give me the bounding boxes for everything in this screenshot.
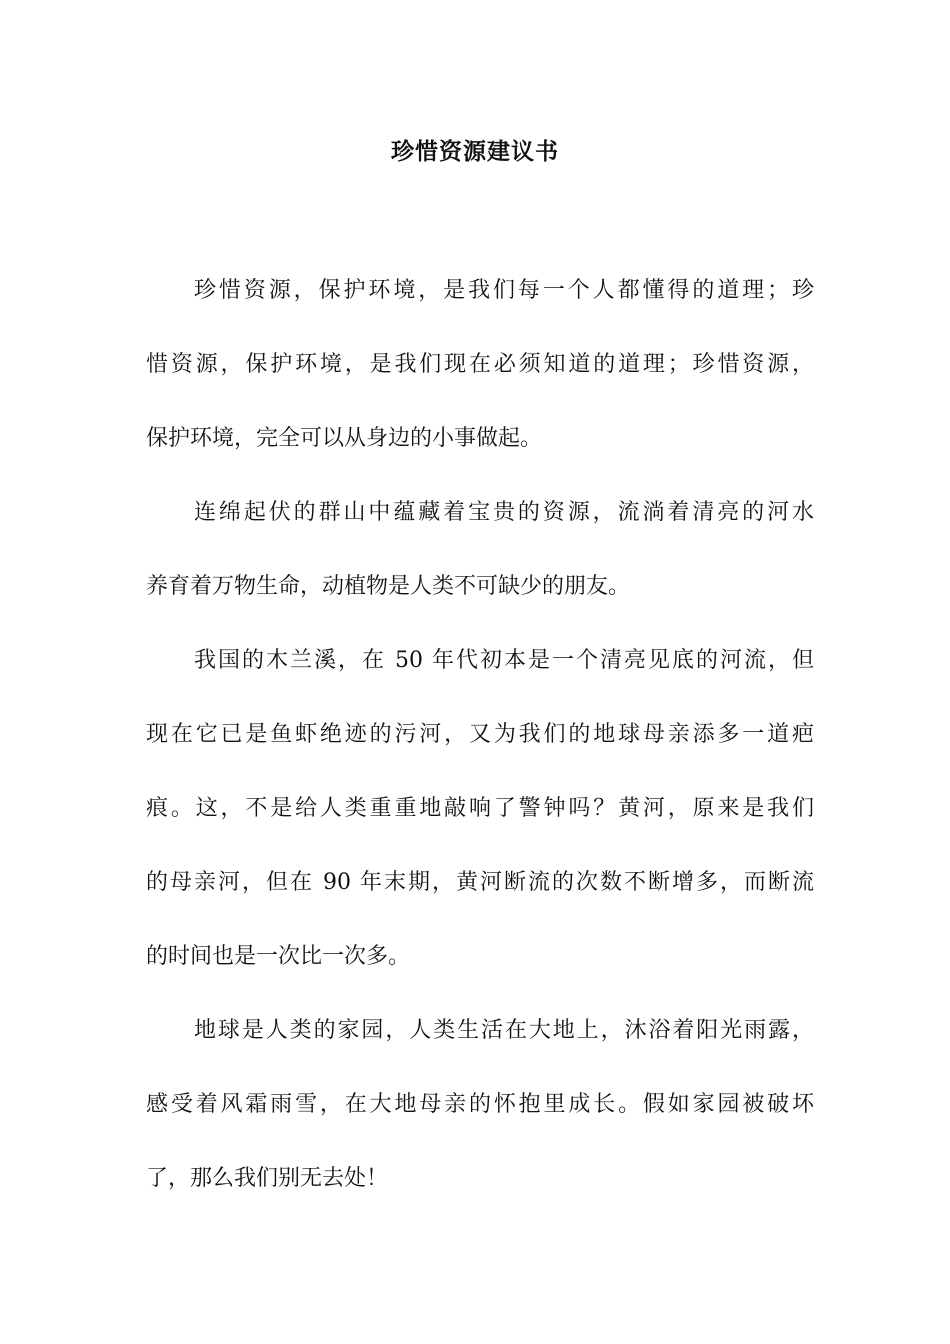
text-line: 养育着万物生命，动植物是人类不可缺少的朋友。 [146,574,631,599]
text-line: 的母亲河，但在 90 年末期，黄河断流的次数不断增多，而断流 [146,870,814,895]
text-line: 的时间也是一次比一次多。 [146,944,411,969]
text-line: 我国的木兰溪，在 50 年代初本是一个清亮见底的河流，但 [194,648,814,673]
text-line: 了，那么我们别无去处！ [146,1166,389,1191]
text-line: 珍惜资源，保护环境，是我们每一个人都懂得的道理；珍 [194,278,814,303]
paragraph-4 [146,994,814,1216]
paragraph-3 [146,624,814,994]
paragraph-2 [146,476,814,624]
paragraph-1 [146,254,814,476]
document-title: 珍惜资源建议书 [391,138,559,165]
text-line: 连绵起伏的群山中蕴藏着宝贵的资源，流淌着清亮的河水 [194,500,814,525]
text-line: 地球是人类的家园，人类生活在大地上，沐浴着阳光雨露， [194,1018,814,1043]
text-line: 痕。这，不是给人类重重地敲响了警钟吗？黄河，原来是我们 [146,796,814,821]
text-line: 保护环境，完全可以从身边的小事做起。 [146,426,543,451]
text-line: 惜资源，保护环境，是我们现在必须知道的道理；珍惜资源， [146,352,814,377]
document-body [146,254,814,1216]
text-line: 感受着风霜雨雪，在大地母亲的怀抱里成长。假如家园被破坏 [146,1092,814,1117]
text-line: 现在它已是鱼虾绝迹的污河，又为我们的地球母亲添多一道疤 [146,722,814,747]
